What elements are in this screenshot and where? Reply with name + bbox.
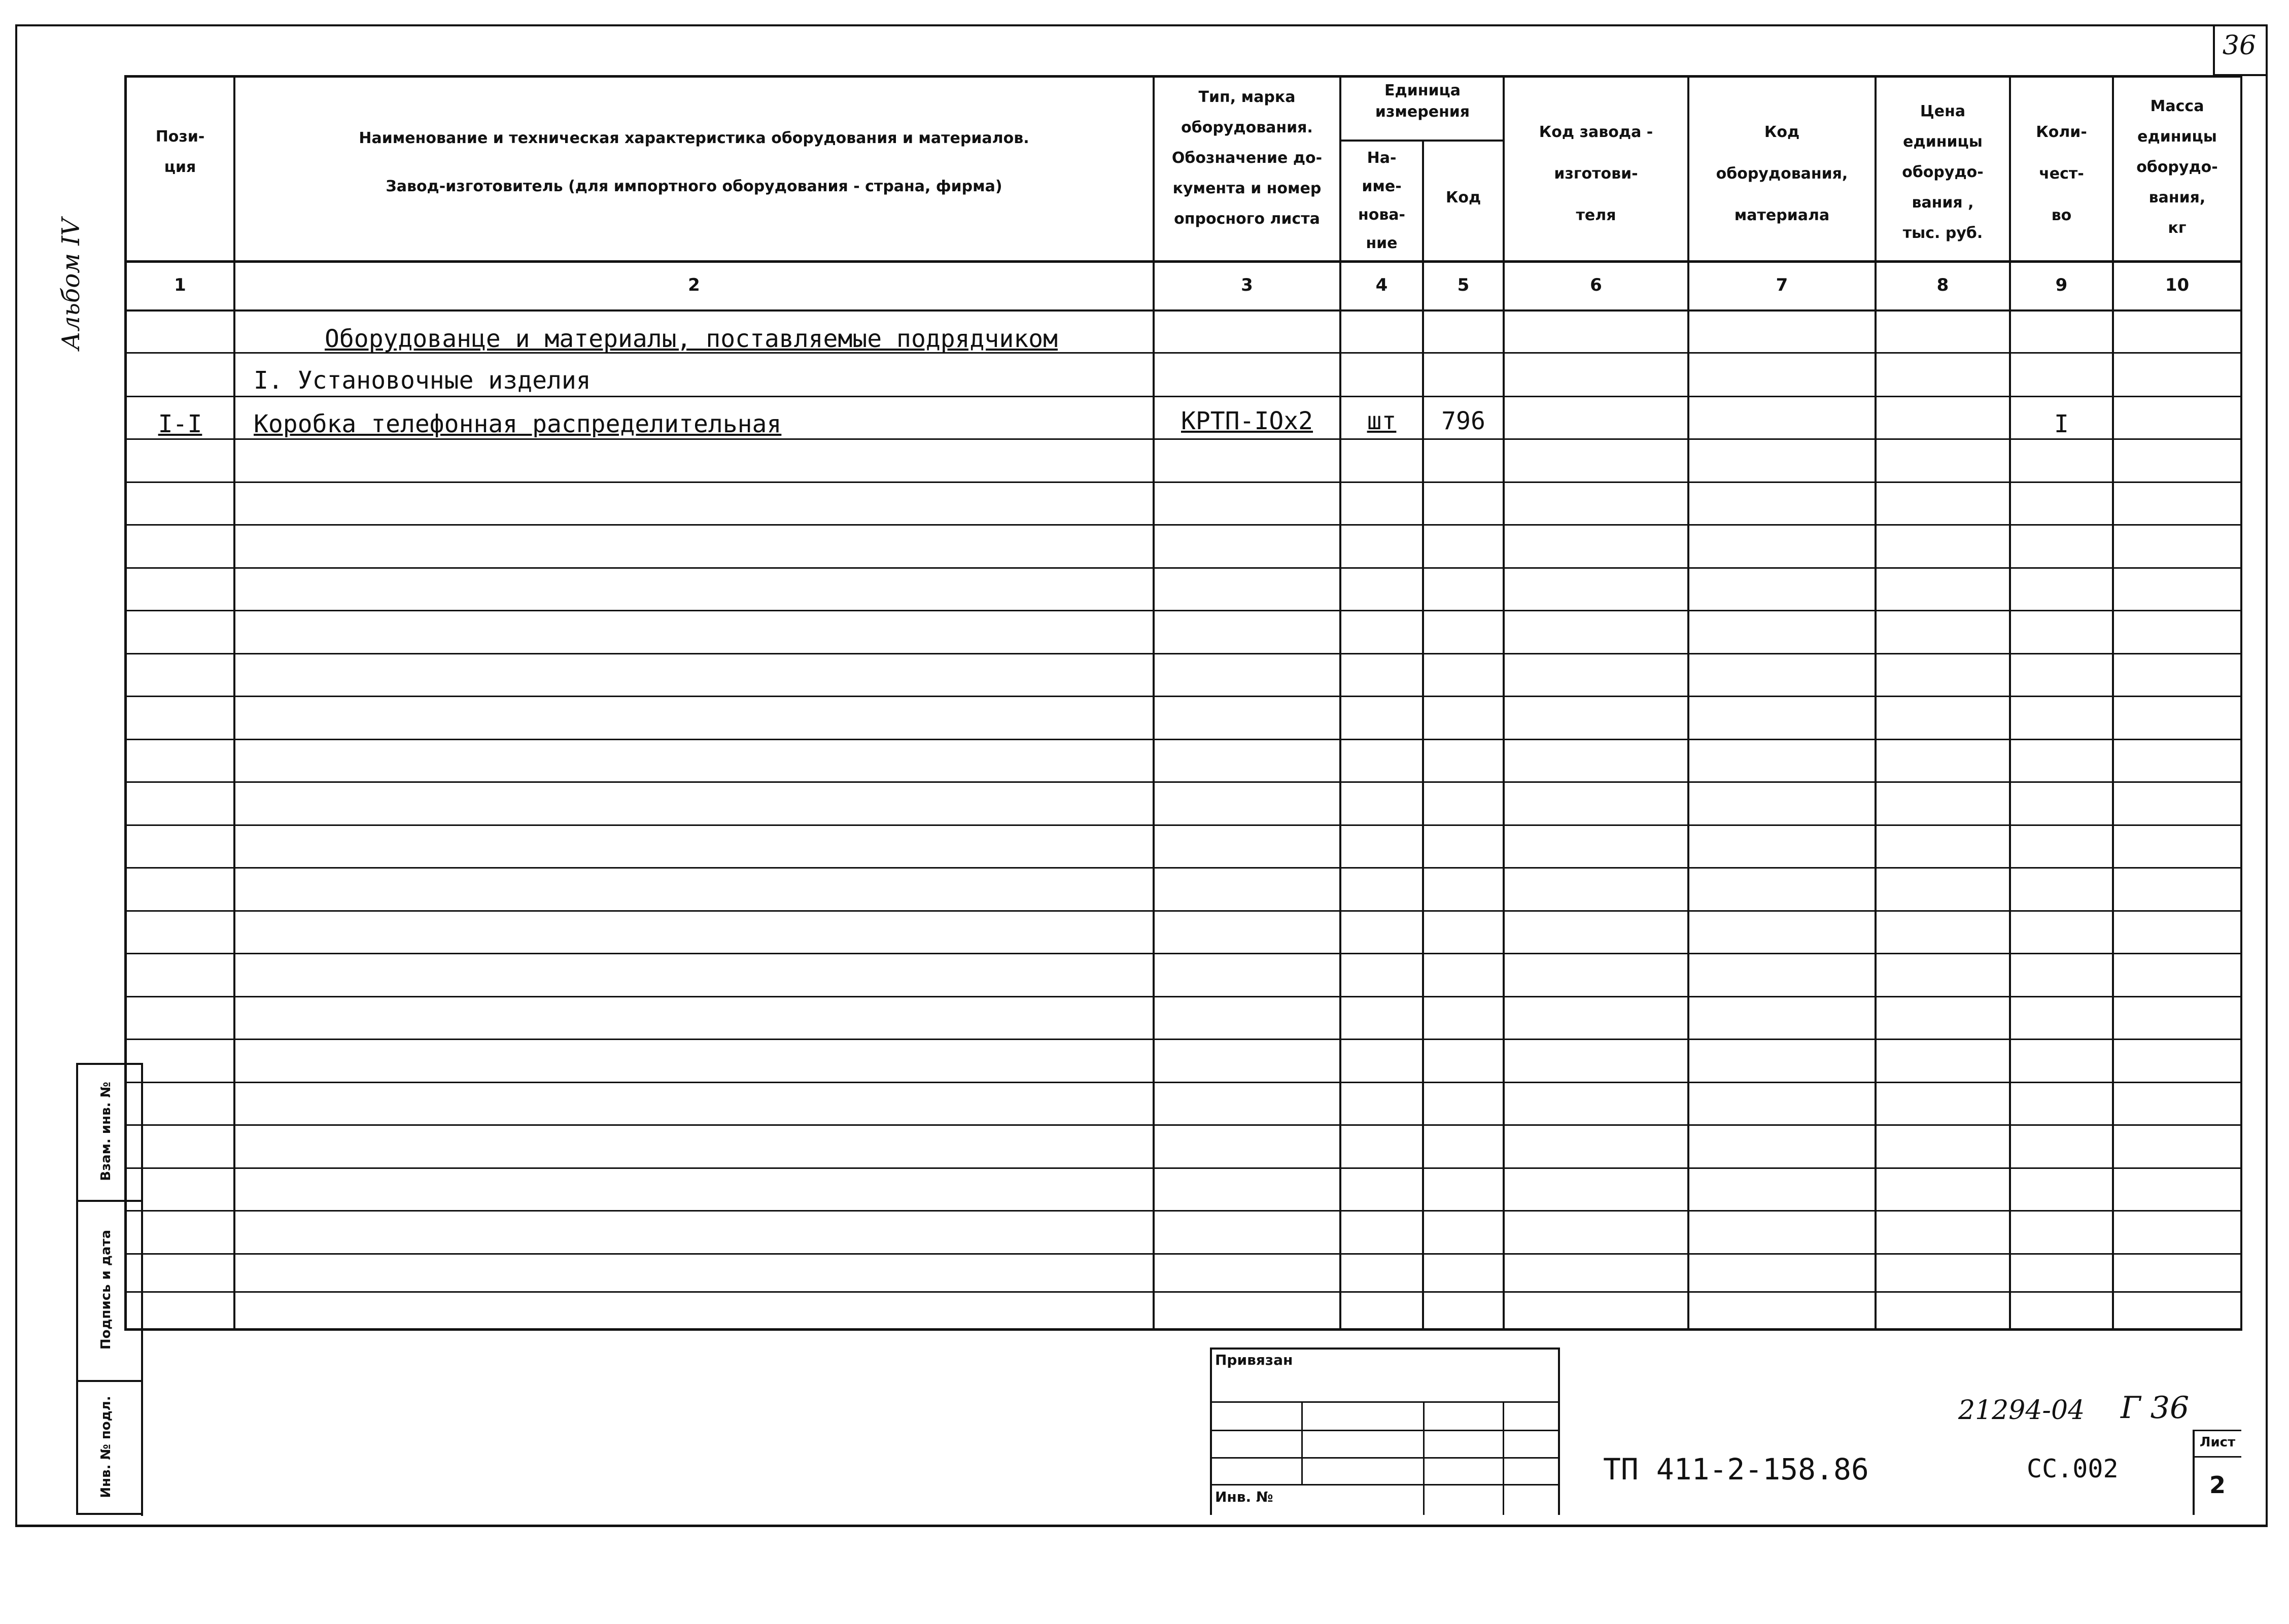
frame-left — [15, 24, 17, 1526]
header-equipment-code: Код оборудования, материала — [1716, 123, 1848, 224]
header-unit-group: Единица измерения — [1375, 82, 1470, 121]
row-position: I-I — [158, 410, 202, 438]
header-factory-code: Код завода - изготови- теля — [1539, 123, 1653, 224]
side-stamp-replacement: Взам. инв. № — [98, 1082, 114, 1181]
header-mass: Масса единицы оборудо- вания, кг — [2136, 97, 2218, 237]
stamp-sheet-number: 2 — [2209, 1471, 2226, 1499]
side-stamp-inventory: Инв. № подл. — [98, 1396, 114, 1498]
page-number: 36 — [2222, 30, 2257, 61]
row-quantity: I — [2054, 410, 2069, 438]
header-unit-code: Код — [1445, 189, 1481, 206]
header-quantity: Коли- чест- во — [2036, 123, 2087, 224]
stamp-document-code: ТП 411-2-158.86 — [1603, 1452, 1869, 1487]
stamp-sheet-code: СС.002 — [2027, 1454, 2119, 1483]
header-unit-name: На- име- нова- ние — [1358, 149, 1406, 252]
header-position: Пози- ция — [155, 128, 205, 176]
row-unit: шт — [1367, 407, 1397, 435]
frame-right — [2266, 24, 2268, 1526]
frame-bottom — [15, 1525, 2268, 1527]
header-type: Тип, марка оборудования. Обозначение до- кумента и номер опросного листа — [1171, 88, 1323, 228]
side-stamp-signature: Подпись и дата — [98, 1229, 114, 1350]
row-type: КРТП-IOx2 — [1181, 407, 1313, 435]
stamp-sheet-label: Лист — [2199, 1435, 2236, 1450]
album-label: Альбом IV — [57, 218, 85, 350]
stamp-inv: Инв. № — [1215, 1489, 1273, 1505]
row-name: Коробка телефонная распределительная — [254, 410, 782, 438]
stamp-handwritten-page: Г 36 — [2121, 1390, 2190, 1426]
row-unit-code: 796 — [1441, 407, 1485, 435]
stamp-privyazan: Привязан — [1215, 1352, 1293, 1368]
row-subsection-title: I. Установочные изделия — [254, 366, 591, 395]
header-name: Наименование и техническая характеристика оборудования и материалов. Завод-изготовитель (для импортного оборудования - страна, фирма) — [359, 129, 1029, 195]
frame-top — [15, 24, 2268, 26]
header-price: Цена единицы оборудо- вания , тыс. руб. — [1902, 102, 1984, 242]
row-section-title: Оборудованце и материалы, поставляемые подрядчиком — [325, 325, 1058, 353]
stamp-handwritten-number: 21294-04 — [1958, 1395, 2085, 1426]
